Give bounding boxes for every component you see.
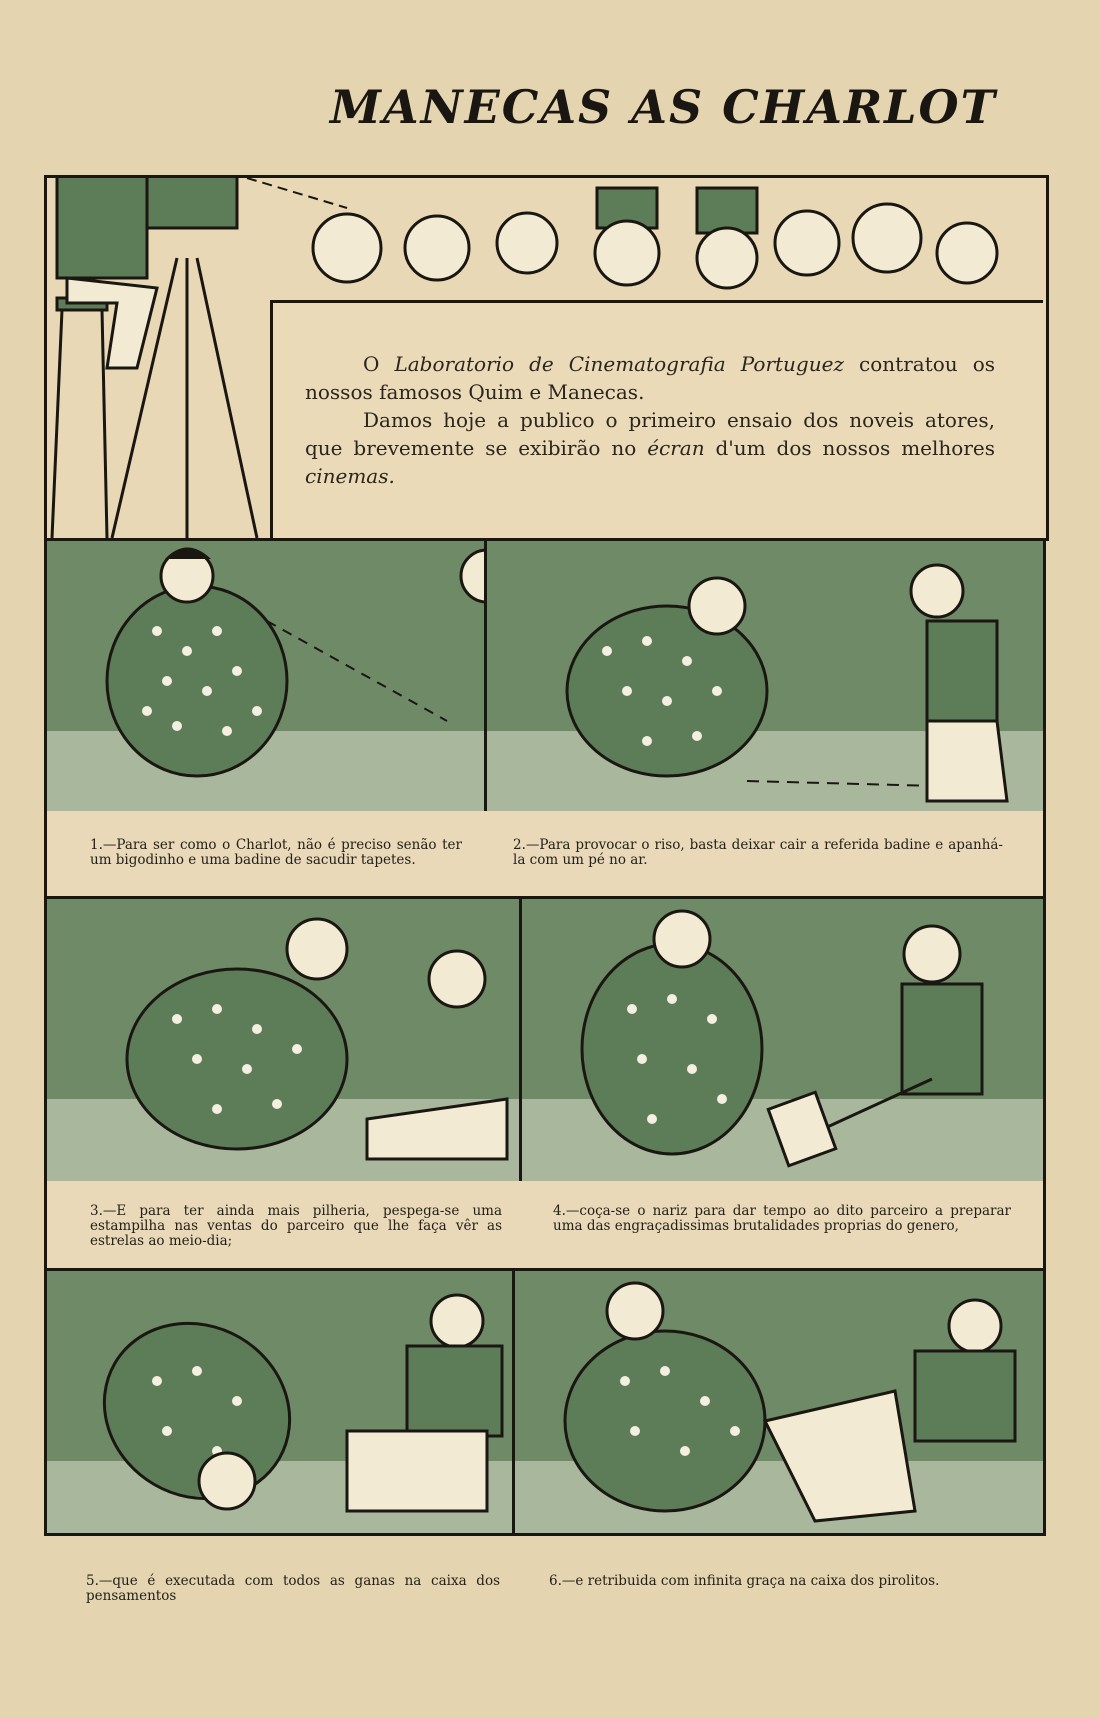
panel-1 — [44, 538, 490, 817]
caption-1: 1.—Para ser como o Charlot, não é preciso senão ter um bigodinho e uma badine de sacudir tapetes. — [90, 837, 462, 868]
panel-5 — [44, 1268, 518, 1536]
panel-4 — [519, 896, 1046, 1187]
caption-4: 4.—coça-se o nariz para dar tempo ao dito parceiro a preparar uma das engraçadissimas brutalidades proprias do genero, — [553, 1203, 1011, 1234]
page-title: MANECAS AS CHARLOT — [330, 80, 997, 134]
panel-2 — [484, 538, 1046, 817]
audience-heads — [313, 188, 997, 288]
caption-3: 3.—E para ter ainda mais pilheria, pespega-se uma estampilha nas ventas do parceiro que lhe faça vêr as estrelas ao meio-dia; — [90, 1203, 502, 1249]
caption-2: 2.—Para provocar o riso, basta deixar cair a referida badine e apanhá-la com um pé no ar. — [513, 837, 1003, 868]
intro-text: O Laboratorio de Cinematografia Portuguez contratou os nossos famosos Quim e Manecas. Damos hoje a publico o primeiro ensaio dos noveis atores, que brevemente se exibirão no écran d'um dos nossos melhores cinemas. — [305, 352, 995, 488]
panel-6 — [512, 1268, 1046, 1536]
panel-3 — [44, 896, 525, 1187]
caption-6: 6.—e retribuida com infinita graça na caixa dos pirolitos. — [549, 1573, 940, 1589]
caption-5: 5.—que é executada com todos as ganas na caixa dos pensamentos — [86, 1573, 500, 1604]
